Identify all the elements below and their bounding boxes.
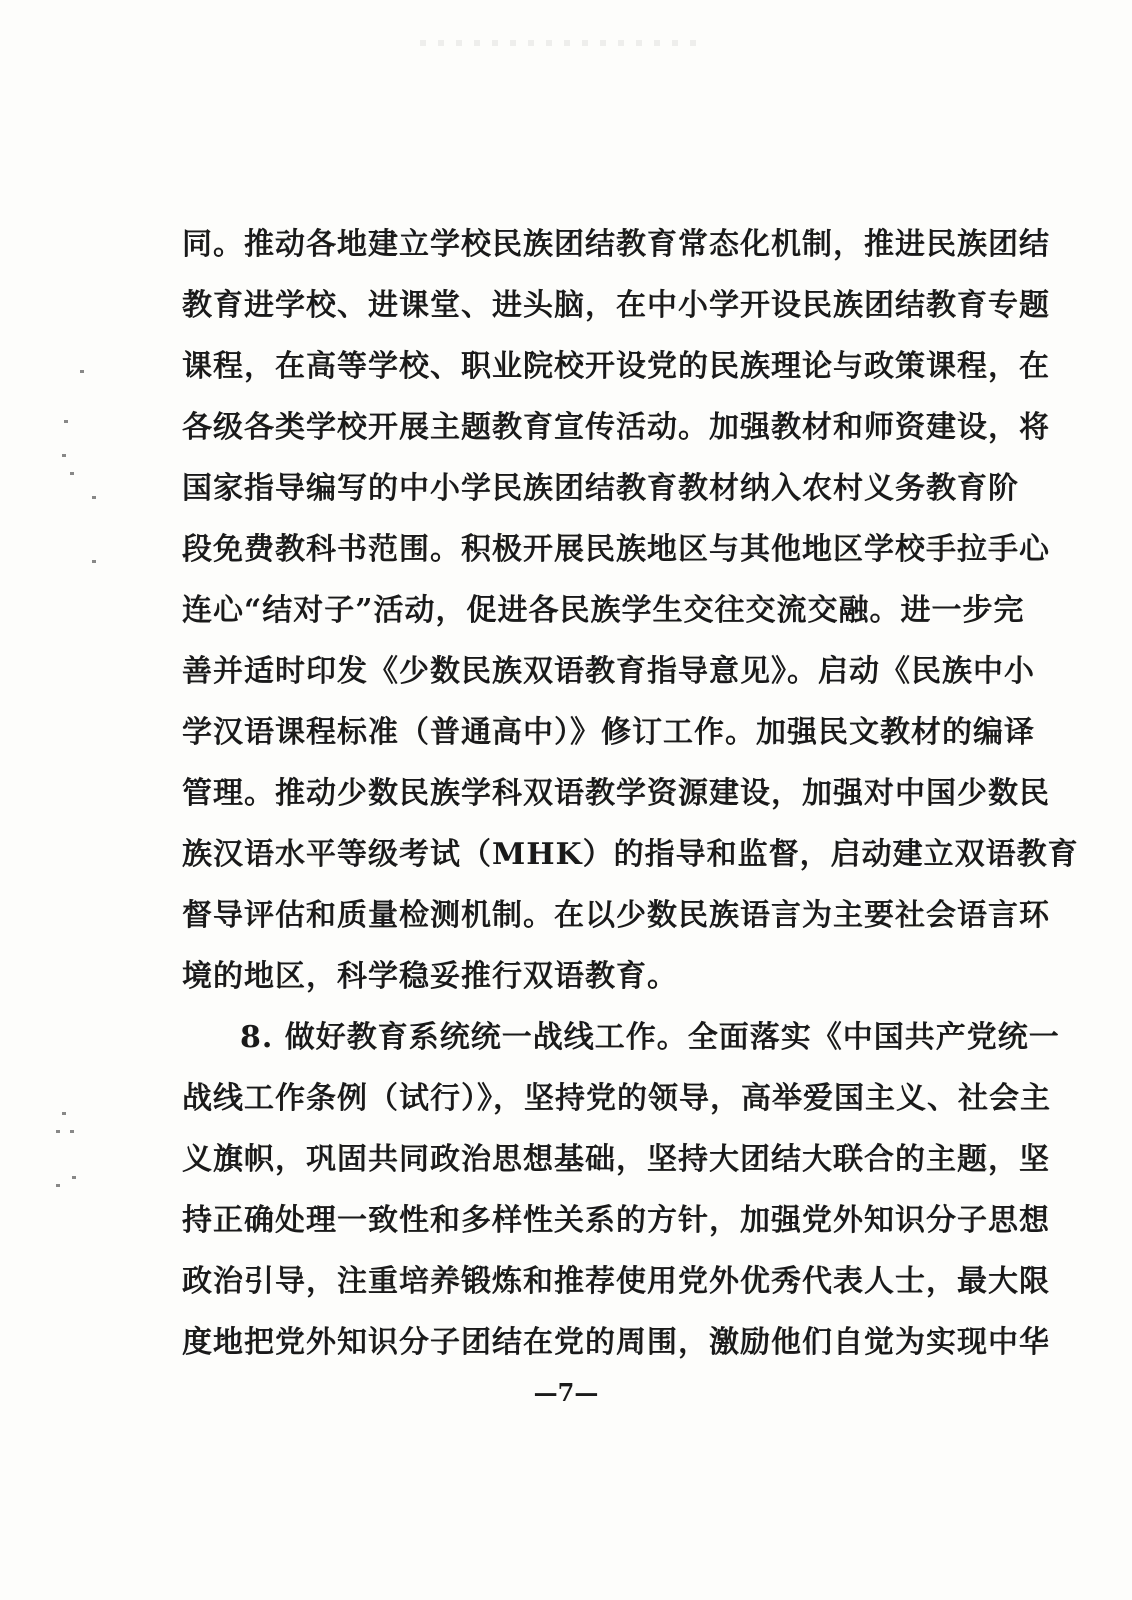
binding-mark bbox=[92, 496, 96, 499]
binding-mark bbox=[70, 472, 74, 475]
text-line: 学汉语课程标准（普通高中）》修订工作。加强民文教材的编译 bbox=[182, 715, 1035, 750]
text-line: 义旗帜，巩固共同政治思想基础，坚持大团结大联合的主题，坚 bbox=[182, 1142, 1050, 1177]
binding-mark bbox=[64, 420, 68, 423]
text-line: 战线工作条例（试行）》，坚持党的领导，高举爱国主义、社会主 bbox=[182, 1081, 1051, 1116]
binding-mark bbox=[80, 370, 84, 373]
text-line: 境的地区，科学稳妥推行双语教育。 bbox=[182, 959, 678, 994]
text-line: 族汉语水平等级考试（MHK）的指导和监督，启动建立双语教育 bbox=[182, 837, 1079, 872]
binding-mark bbox=[56, 1130, 60, 1133]
body-text bbox=[182, 214, 1079, 1373]
text-line: 持正确处理一致性和多样性关系的方针，加强党外知识分子思想 bbox=[182, 1203, 1050, 1238]
binding-mark bbox=[92, 560, 96, 563]
binding-mark bbox=[56, 1184, 60, 1187]
text-line: 连心“结对子”活动，促进各民族学生交往交流交融。进一步完 bbox=[182, 593, 1025, 628]
text-line: 同。推动各地建立学校民族团结教育常态化机制，推进民族团结 bbox=[182, 227, 1050, 262]
text-line: 政治引导，注重培养锻炼和推荐使用党外优秀代表人士，最大限 bbox=[182, 1264, 1050, 1299]
binding-mark bbox=[62, 1112, 66, 1115]
scan-artifact bbox=[420, 40, 700, 46]
text-line: 段免费教科书范围。积极开展民族地区与其他地区学校手拉手心 bbox=[182, 532, 1050, 567]
section-heading-line: 8. 做好教育系统统一战线工作。全面落实《中国共产党统一 bbox=[240, 1020, 1060, 1055]
binding-marks bbox=[56, 300, 86, 1200]
text-line: 国家指导编写的中小学民族团结教育教材纳入农村义务教育阶 bbox=[182, 471, 1019, 506]
binding-mark bbox=[62, 454, 66, 457]
text-line: 善并适时印发《少数民族双语教育指导意见》。启动《民族中小 bbox=[182, 654, 1035, 689]
text-line: 督导评估和质量检测机制。在以少数民族语言为主要社会语言环 bbox=[182, 898, 1050, 933]
binding-mark bbox=[70, 1130, 74, 1133]
binding-mark bbox=[72, 1176, 76, 1179]
page-number: —7— bbox=[533, 1378, 599, 1407]
text-line: 各级各类学校开展主题教育宣传活动。加强教材和师资建设，将 bbox=[182, 410, 1050, 445]
text-line: 教育进学校、进课堂、进头脑，在中小学开设民族团结教育专题 bbox=[182, 288, 1050, 323]
text-line: 度地把党外知识分子团结在党的周围，激励他们自觉为实现中华 bbox=[182, 1325, 1050, 1360]
text-line: 管理。推动少数民族学科双语教学资源建设，加强对中国少数民 bbox=[182, 776, 1050, 811]
text-line: 课程，在高等学校、职业院校开设党的民族理论与政策课程，在 bbox=[182, 349, 1050, 384]
